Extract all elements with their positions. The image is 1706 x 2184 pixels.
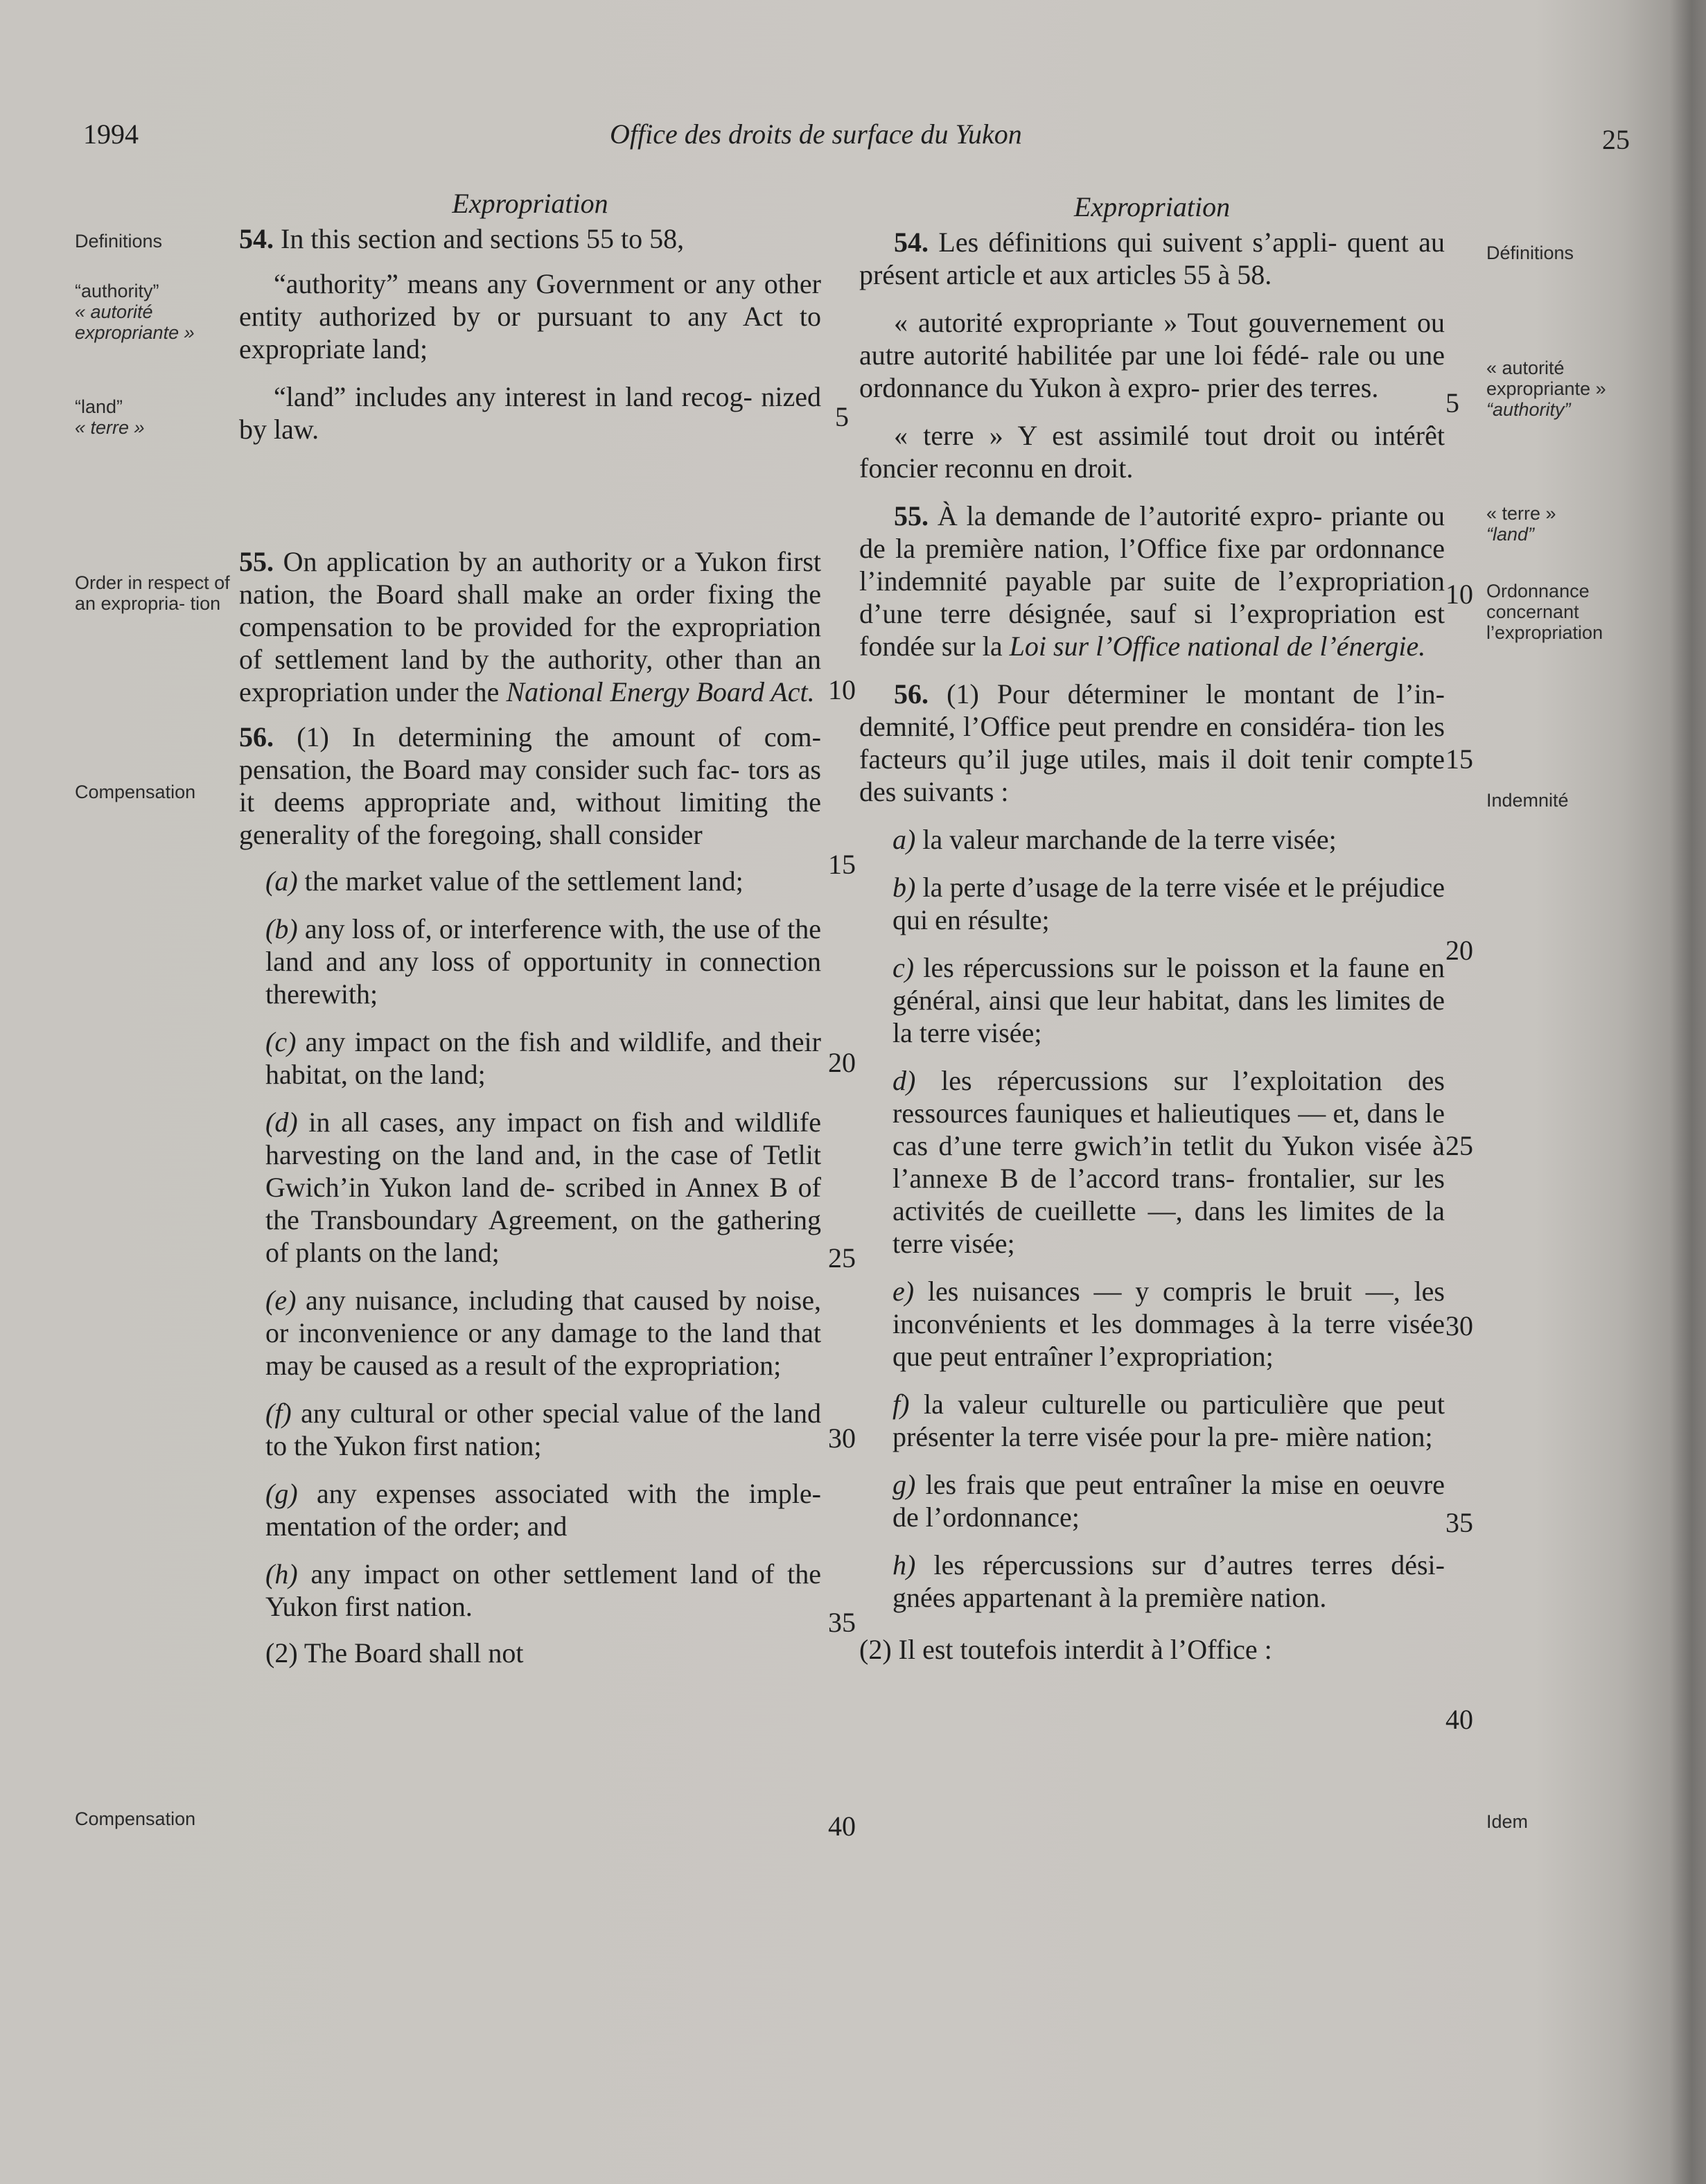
item-label-fr: c) xyxy=(892,952,915,983)
line-number: 20 xyxy=(828,1047,856,1078)
margin-note-ordonnance: Ordonnance concernant l’expropriation xyxy=(1486,581,1603,643)
margin-note-terre xyxy=(1486,503,1646,545)
section-56-fr xyxy=(859,678,1445,808)
margin-note-authority-fr: « autorité expropriante » xyxy=(75,301,195,343)
item-label-fr: b) xyxy=(892,872,916,903)
item-text: any nuisance, including that caused by noise, or inconvenience or any damage to the land that may be caused as a result of the expropriation; xyxy=(265,1285,821,1381)
item-d-en xyxy=(239,1106,821,1269)
section-55-text: On application by an authority or a Yukon first nation, the Board shall make an order fixing the compensation to be provided for the expropriation of settlement land by the authority, other than an expropriation under the xyxy=(239,546,821,707)
section-56-number-fr: 56. xyxy=(894,678,929,710)
margin-note-terre-fr: « terre » xyxy=(1486,503,1556,524)
line-number-fr: 30 xyxy=(1445,1310,1473,1341)
item-text: any loss of, or interference with, the use of the land and any loss of opportunity in connection therewith; xyxy=(265,913,821,1010)
item-label-fr: f) xyxy=(892,1389,910,1420)
section-56-en xyxy=(239,721,821,851)
margin-note-compensation-2: Compensation xyxy=(75,1808,196,1829)
section-55-text-fr: À la demande de l’autorité expro- priante ou de la première nation, l’Office fixe par ordonnance l’indemnité payable par suite de l’expropriation d’une terre désignée, sauf si l’expropriation est fondée sur la xyxy=(859,500,1445,662)
item-b-en xyxy=(239,913,821,1010)
section-54-intro: In this section and sections 55 to 58, xyxy=(274,223,685,254)
item-text-fr: la valeur culturelle ou particulière que peut présenter la terre visée pour la pre- mière nation; xyxy=(892,1389,1445,1452)
margin-note-autorite-en: “authority” xyxy=(1486,399,1571,420)
section-55-en xyxy=(239,545,821,708)
section-54-fr xyxy=(859,226,1445,291)
line-number: 40 xyxy=(828,1811,856,1842)
section-55-act-fr: Loi sur l’Office national de l’énergie. xyxy=(1009,631,1426,662)
item-label-fr: e) xyxy=(892,1276,915,1307)
item-a-fr xyxy=(859,823,1445,856)
item-label: (f) xyxy=(265,1398,292,1429)
item-text: any cultural or other special value of the land to the Yukon first nation; xyxy=(265,1398,821,1461)
section-56-2-fr: (2) Il est toutefois interdit à l’Office : xyxy=(859,1634,1272,1665)
margin-note-definitions-fr: Définitions xyxy=(1486,243,1574,263)
section-54-number: 54. xyxy=(239,223,274,254)
line-number-fr: 10 xyxy=(1445,579,1473,610)
section-56-text: (1) In determining the amount of com- pensation, the Board may consider such fac- tors as it deems appropriate and, without limiting the generality of the foregoing, shall consider xyxy=(239,721,821,850)
item-g-en xyxy=(239,1477,821,1542)
item-d-fr xyxy=(859,1064,1445,1260)
english-heading: Expropriation xyxy=(452,188,608,219)
section-54-intro-fr: Les définitions qui suivent s’appli- quent au présent article et aux articles 55 à 58. xyxy=(859,227,1445,290)
margin-note-land-en: “land” xyxy=(75,396,123,417)
header-year: 1994 xyxy=(83,118,139,150)
item-label-fr: d) xyxy=(892,1065,916,1096)
item-e-en xyxy=(239,1284,821,1382)
item-text-fr: la perte d’usage de la terre visée et le préjudice qui en résulte; xyxy=(892,872,1445,935)
item-label: (a) xyxy=(265,865,298,897)
section-56-number: 56. xyxy=(239,721,274,752)
item-label: (h) xyxy=(265,1558,298,1589)
item-label-fr: g) xyxy=(892,1469,916,1500)
margin-note-autorite xyxy=(1486,358,1625,420)
line-number: 35 xyxy=(828,1607,856,1638)
line-number-fr: 5 xyxy=(1445,387,1459,419)
section-55-number-fr: 55. xyxy=(894,500,929,531)
item-h-en xyxy=(239,1558,821,1623)
section-55-fr xyxy=(859,500,1445,662)
item-text-fr: les répercussions sur l’exploitation des ressources fauniques et halieutiques — et, dans le cas d’une terre gwich’in tetlit du Yukon visée à l’annexe B de l’accord trans- frontalier, sur les activités de cueillette —, dans les limites de la terre visée; xyxy=(892,1065,1445,1259)
item-label: (e) xyxy=(265,1285,297,1316)
english-column xyxy=(239,187,821,1669)
line-number: 10 xyxy=(828,674,856,705)
margin-note-authority xyxy=(75,281,213,343)
item-label: (d) xyxy=(265,1107,298,1138)
margin-note-compensation: Compensation xyxy=(75,782,196,802)
item-text-fr: les frais que peut entraîner la mise en oeuvre de l’ordonnance; xyxy=(892,1469,1445,1533)
section-55-number: 55. xyxy=(239,546,274,577)
margin-note-autorite-fr: « autorité expropriante » xyxy=(1486,358,1606,399)
item-g-fr xyxy=(859,1468,1445,1533)
item-label: (c) xyxy=(265,1026,297,1057)
section-54-en xyxy=(239,222,821,255)
section-56-text-fr: (1) Pour déterminer le montant de l’in- demnité, l’Office peut prendre en considéra- tion les facteurs qu’il juge utiles, mais il doit tenir compte des suivants : xyxy=(859,678,1445,807)
item-text: any expenses associated with the imple- mentation of the order; and xyxy=(265,1478,821,1542)
item-c-fr xyxy=(859,951,1445,1049)
line-number-fr: 15 xyxy=(1445,743,1473,775)
item-label: (g) xyxy=(265,1478,298,1509)
margin-note-idem: Idem xyxy=(1486,1811,1529,1832)
item-e-fr xyxy=(859,1275,1445,1373)
line-number: 15 xyxy=(828,849,856,880)
definition-land: “land” includes any interest in land recog- nized by law. xyxy=(239,381,821,445)
item-f-en xyxy=(239,1397,821,1462)
margin-note-land xyxy=(75,396,213,438)
margin-note-land-fr: « terre » xyxy=(75,417,145,438)
page-edge-shadow xyxy=(1670,0,1706,2184)
line-number: 5 xyxy=(835,401,849,432)
item-f-fr xyxy=(859,1388,1445,1453)
item-c-en xyxy=(239,1025,821,1091)
definition-authority: “authority” means any Government or any other entity authorized by or pursuant to any Act to expropriate land; xyxy=(239,268,821,364)
item-a-en xyxy=(239,865,821,897)
section-55-act: National Energy Board Act. xyxy=(506,676,815,707)
item-text: the market value of the settlement land; xyxy=(297,865,744,897)
line-number-fr: 35 xyxy=(1445,1507,1473,1538)
line-number-fr: 20 xyxy=(1445,935,1473,966)
item-label-fr: a) xyxy=(892,824,916,855)
margin-note-indemnite: Indemnité xyxy=(1486,790,1569,811)
item-text-fr: la valeur marchande de la terre visée; xyxy=(915,824,1337,855)
item-text-fr: les nuisances — y compris le bruit —, les inconvénients et les dommages à la terre visée que peut entraîner l’expropriation; xyxy=(892,1276,1445,1372)
definition-autorite: « autorité expropriante » Tout gouvernement ou autre autorité habilitée par une loi fédé- rale ou une ordonnance du Yukon à expro- prier des terres. xyxy=(859,307,1445,403)
item-label-fr: h) xyxy=(892,1549,916,1580)
item-text: in all cases, any impact on fish and wildlife harvesting on the land and, in the case of Tetlit Gwich’in Yukon land de- scribed in Annex B of the Transboundary Agreement, on the gathering of plants on the land; xyxy=(265,1107,821,1268)
item-h-fr xyxy=(859,1549,1445,1614)
margin-note-definitions: Definitions xyxy=(75,231,163,252)
margin-note-authority-en: “authority” xyxy=(75,281,159,301)
item-label: (b) xyxy=(265,913,298,944)
french-heading: Expropriation xyxy=(1073,191,1231,222)
page-number: 25 xyxy=(1602,124,1630,155)
definition-terre: « terre » Y est assimilé tout droit ou intérêt foncier reconnu en droit. xyxy=(859,420,1445,484)
line-number-fr: 40 xyxy=(1445,1704,1473,1735)
header-title: Office des droits de surface du Yukon xyxy=(610,118,1022,150)
line-number-fr: 25 xyxy=(1445,1130,1473,1161)
item-text-fr: les répercussions sur le poisson et la faune en général, ainsi que leur habitat, dans les limites de la terre visée; xyxy=(892,952,1445,1048)
section-54-number-fr: 54. xyxy=(894,227,929,258)
french-column xyxy=(859,191,1445,1666)
item-text: any impact on other settlement land of the Yukon first nation. xyxy=(265,1558,821,1622)
section-56-2-en: (2) The Board shall not xyxy=(265,1637,524,1668)
margin-note-order-expropriation: Order in respect of an expropria- tion xyxy=(75,572,230,614)
line-number: 30 xyxy=(828,1423,856,1454)
item-text: any impact on the fish and wildlife, and their habitat, on the land; xyxy=(265,1026,821,1090)
line-number: 25 xyxy=(828,1242,856,1274)
item-b-fr xyxy=(859,871,1445,936)
item-text-fr: les répercussions sur d’autres terres dési- gnées appartenant à la première nation. xyxy=(892,1549,1445,1613)
margin-note-terre-en: “land” xyxy=(1486,524,1535,545)
